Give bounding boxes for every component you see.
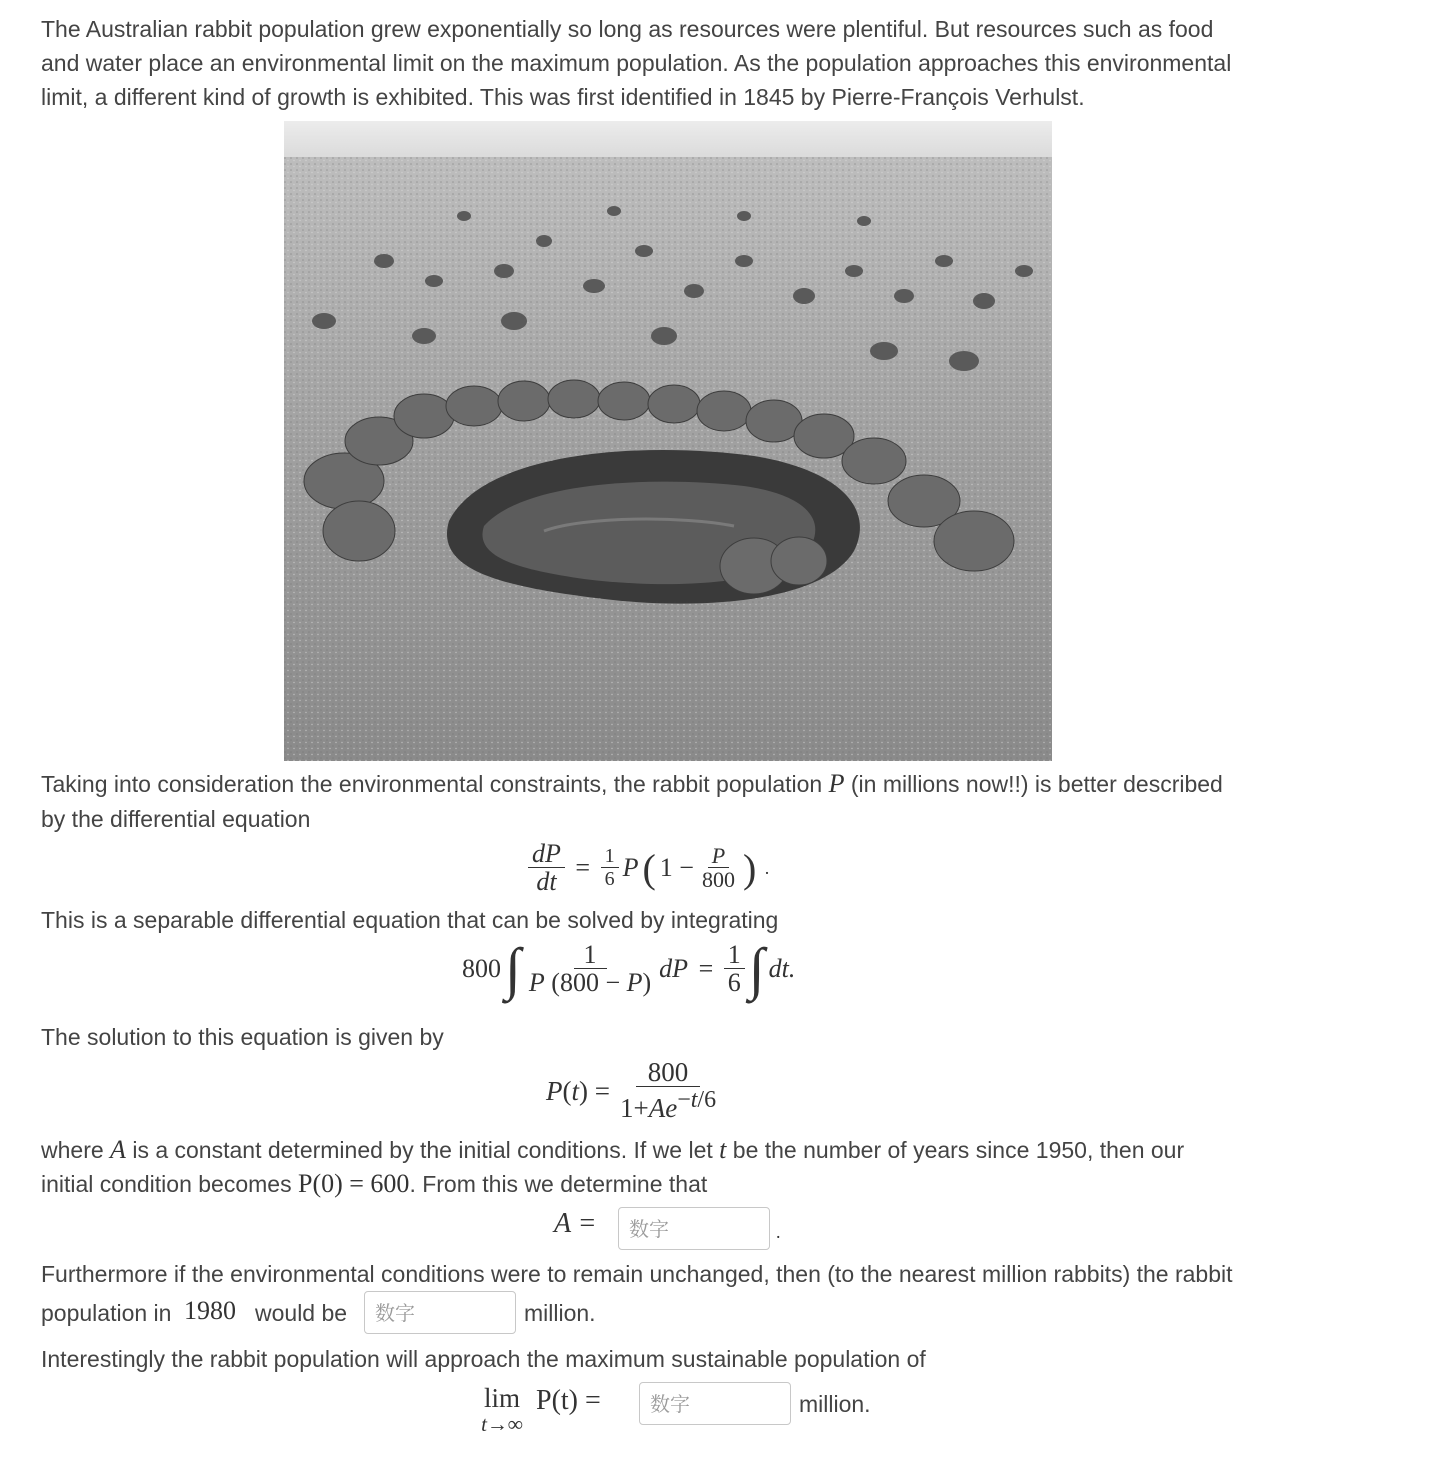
answer-a-period: . <box>776 1222 781 1242</box>
integral-equation: 800 ∫ $\frac{1}{P (800 - P)}$ dP = $\frac{1}{6}$ ∫ dt. <box>462 936 796 1001</box>
constraints-text-1: Taking into consideration the environmental constraints, the rabbit population <box>41 771 823 797</box>
where-text-4: initial condition becomes <box>41 1171 292 1197</box>
var-A: A <box>110 1135 126 1164</box>
intro-line-1: The Australian rabbit population grew exponentially so long as resources were plentiful. But resources such as food <box>41 16 1214 42</box>
where-text-3: be the number of years since 1950, then our <box>732 1137 1185 1163</box>
separable-text: This is a separable differential equation that can be solved by integrating <box>41 907 779 933</box>
differential-equation: $\frac{dP}{dt}$ = $\frac{1}{6}$ P ( 1 − $\frac{P}{800}$ ) . <box>528 840 769 897</box>
interesting-text: Interestingly the rabbit population will approach the maximum sustainable population of <box>41 1346 926 1372</box>
solution-text: The solution to this equation is given by <box>41 1024 444 1050</box>
var-t: t <box>719 1135 727 1164</box>
answer-1980-input[interactable] <box>364 1291 516 1334</box>
where-text-5: . From this we determine that <box>409 1171 708 1197</box>
constraints-line-2: by the differential equation <box>41 806 311 832</box>
intro-line-3: limit, a different kind of growth is exhibited. This was first identified in 1845 by Pierre-François Verhulst. <box>41 84 1085 110</box>
initial-condition: P(0) = 600 <box>297 1169 410 1198</box>
constraints-line-1 <box>41 767 1301 801</box>
where-text-1: where <box>41 1137 104 1163</box>
furthermore-text-2: population in <box>41 1300 172 1326</box>
answer-limit-input[interactable] <box>639 1382 791 1425</box>
var-P: P <box>828 769 845 798</box>
where-line-2 <box>41 1167 1301 1201</box>
furthermore-text-3: would be <box>255 1300 348 1326</box>
where-line-1 <box>41 1133 1301 1167</box>
answer-limit-unit: million. <box>799 1391 871 1417</box>
intro-line-2: and water place an environmental limit on the maximum population. As the population approaches this environmental <box>41 50 1232 76</box>
limit-expression: P(t) = <box>536 1385 601 1416</box>
answer-a-label: A = <box>554 1208 597 1239</box>
answer-1980-unit: million. <box>524 1300 596 1326</box>
furthermore-line-1: Furthermore if the environmental conditions were to remain unchanged, then (to the nearest million rabbits) the rabbit <box>41 1261 1233 1287</box>
lim-subscript: t→∞ <box>481 1412 523 1436</box>
year-1980: 1980 <box>184 1296 236 1325</box>
constraints-text-2: (in millions now!!) is better described <box>850 771 1223 797</box>
limit-operator <box>462 1383 542 1435</box>
rabbits-photo-image <box>284 121 1052 761</box>
answer-a-input[interactable] <box>618 1207 770 1250</box>
rabbits-photo <box>284 121 1052 761</box>
lim-label: lim <box>483 1383 520 1413</box>
where-text-2: is a constant determined by the initial conditions. If we let <box>132 1137 713 1163</box>
solution-formula: P(t) = $\frac{800}{1+Ae^{-t/6}}$ <box>546 1057 717 1124</box>
